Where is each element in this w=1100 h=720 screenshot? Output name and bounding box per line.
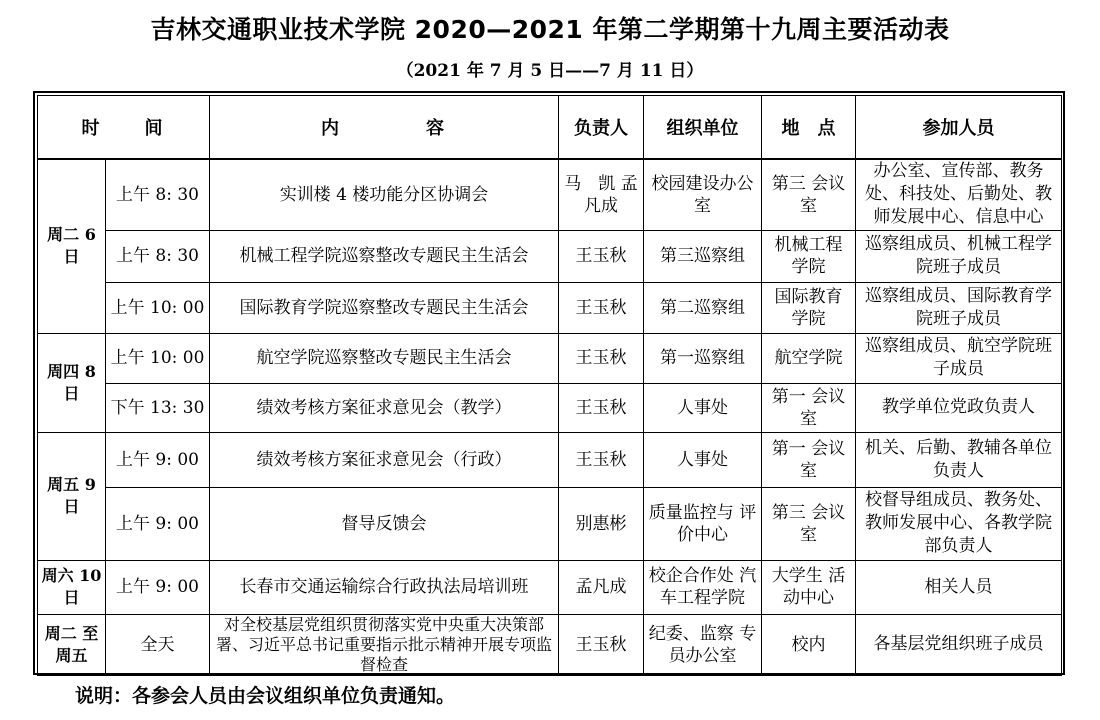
place-cell: 国际教育 学院 [762, 282, 856, 333]
table-row [38, 487, 1062, 560]
participants-cell: 校督导组成员、教务处、教师发展中心、各教学院部负责人 [856, 487, 1062, 560]
note-text: 说明：各参会人员由会议组织单位负责通知。 [75, 685, 456, 707]
header-person: 负责人 [559, 96, 644, 160]
org-cell: 质量监控与 评价中心 [644, 487, 762, 560]
content-cell: 绩效考核方案征求意见会（教学） [210, 383, 559, 432]
time-cell: 下午 13: 30 [106, 383, 210, 432]
page-title: 吉林交通职业技术学院 2020—2021 年第二学期第十九周主要活动表 [150, 15, 950, 44]
participants-cell: 办公室、宣传部、教务处、科技处、后勤处、教师发展中心、信息中心 [856, 159, 1062, 230]
org-cell: 校企合作处 汽车工程学院 [644, 560, 762, 614]
header-row [38, 96, 1062, 160]
table-row [38, 230, 1062, 282]
participants-cell: 巡察组成员、航空学院班子成员 [856, 333, 1062, 383]
day-cell: 周五 9日 [38, 432, 106, 560]
person-cell: 王玉秋 [559, 432, 644, 487]
header-place: 地 点 [762, 96, 856, 160]
time-cell: 上午 10: 00 [106, 282, 210, 333]
table-row [38, 432, 1062, 487]
content-cell: 长春市交通运输综合行政执法局培训班 [210, 560, 559, 614]
org-cell: 第二巡察组 [644, 282, 762, 333]
day-cell: 周二 至周五 [38, 614, 106, 675]
time-cell: 上午 9: 00 [106, 432, 210, 487]
table-row [38, 560, 1062, 614]
header-org: 组织单位 [644, 96, 762, 160]
participants-cell: 巡察组成员、国际教育学院班子成员 [856, 282, 1062, 333]
person-cell: 王玉秋 [559, 282, 644, 333]
place-cell: 第三 会议室 [762, 159, 856, 230]
place-cell: 校内 [762, 614, 856, 675]
org-cell: 第三巡察组 [644, 230, 762, 282]
org-cell: 校园建设办公室 [644, 159, 762, 230]
person-cell: 王玉秋 [559, 230, 644, 282]
content-cell: 对全校基层党组织贯彻落实党中央重大决策部署、习近平总书记重要指示批示精神开展专项监督检查 [210, 614, 559, 675]
place-cell: 第三 会议室 [762, 487, 856, 560]
table-row [38, 159, 1062, 230]
time-cell: 上午 9: 00 [106, 487, 210, 560]
participants-cell: 机关、后勤、教辅各单位负责人 [856, 432, 1062, 487]
content-cell: 实训楼 4 楼功能分区协调会 [210, 159, 559, 230]
table-row [38, 282, 1062, 333]
content-cell: 国际教育学院巡察整改专题民主生活会 [210, 282, 559, 333]
time-cell: 上午 8: 30 [106, 230, 210, 282]
time-cell: 上午 8: 30 [106, 159, 210, 230]
content-cell: 机械工程学院巡察整改专题民主生活会 [210, 230, 559, 282]
header-time: 时 间 [38, 96, 210, 160]
participants-cell: 巡察组成员、机械工程学院班子成员 [856, 230, 1062, 282]
content-cell: 督导反馈会 [210, 487, 559, 560]
day-cell: 周六 10日 [38, 560, 106, 614]
place-cell: 航空学院 [762, 333, 856, 383]
place-cell: 机械工程 学院 [762, 230, 856, 282]
date-range: （2021 年 7 月 5 日——7 月 11 日） [396, 61, 704, 81]
header-content: 内 容 [210, 96, 559, 160]
org-cell: 人事处 [644, 383, 762, 432]
org-cell: 第一巡察组 [644, 333, 762, 383]
participants-cell: 各基层党组织班子成员 [856, 614, 1062, 675]
activity-table [37, 95, 1062, 676]
place-cell: 第一 会议室 [762, 383, 856, 432]
org-cell: 人事处 [644, 432, 762, 487]
person-cell: 别惠彬 [559, 487, 644, 560]
table-row [38, 614, 1062, 675]
person-cell: 王玉秋 [559, 383, 644, 432]
day-cell: 周二 6日 [38, 159, 106, 333]
place-cell: 第一 会议室 [762, 432, 856, 487]
person-cell: 王玉秋 [559, 614, 644, 675]
org-cell: 纪委、监察 专员办公室 [644, 614, 762, 675]
person-cell: 马 凯 孟凡成 [559, 159, 644, 230]
header-participants: 参加人员 [856, 96, 1062, 160]
time-cell: 全天 [106, 614, 210, 675]
person-cell: 孟凡成 [559, 560, 644, 614]
table-row [38, 333, 1062, 383]
table-row [38, 383, 1062, 432]
day-cell: 周四 8日 [38, 333, 106, 432]
content-cell: 绩效考核方案征求意见会（行政） [210, 432, 559, 487]
participants-cell: 相关人员 [856, 560, 1062, 614]
place-cell: 大学生 活动中心 [762, 560, 856, 614]
participants-cell: 教学单位党政负责人 [856, 383, 1062, 432]
person-cell: 王玉秋 [559, 333, 644, 383]
content-cell: 航空学院巡察整改专题民主生活会 [210, 333, 559, 383]
time-cell: 上午 10: 00 [106, 333, 210, 383]
time-cell: 上午 9: 00 [106, 560, 210, 614]
